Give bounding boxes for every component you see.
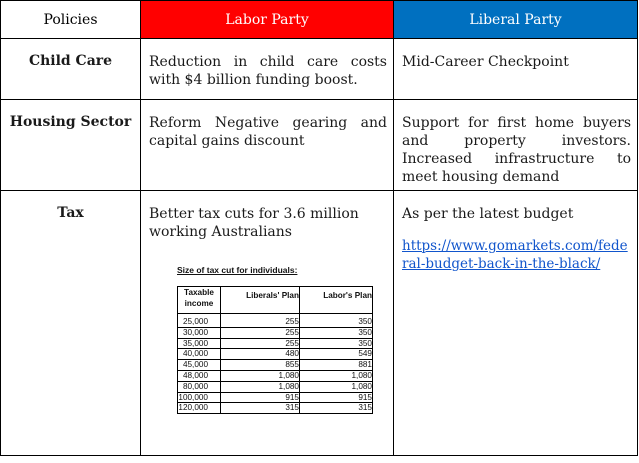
liberals-plan-value: 255 [221, 338, 300, 349]
liberal-tax-cell [394, 191, 638, 456]
liberals-plan-value: 255 [221, 327, 300, 338]
liberals-plan-value: 915 [221, 392, 300, 403]
liberal-policy-text: Support for first home buyers and property investors. Increased infrastructure to meet housing demand [394, 100, 638, 191]
tax-cut-row [178, 360, 373, 371]
taxable-income-value: 120,000 [178, 403, 221, 414]
labors-plan-value: 915 [300, 392, 373, 403]
col-liberals-plan: Liberals' Plan [221, 287, 300, 314]
tax-cut-row [178, 349, 373, 360]
liberals-plan-value: 1,080 [221, 370, 300, 381]
table-row [1, 39, 638, 100]
taxable-income-value: 30,000 [178, 327, 221, 338]
taxable-income-value: 40,000 [178, 349, 221, 360]
tax-cut-body [178, 314, 373, 414]
labor-policy-text: Reduction in child care costs with $4 billion funding boost. [141, 39, 394, 100]
taxable-income-value: 25,000 [178, 314, 221, 328]
taxable-income-value: 45,000 [178, 360, 221, 371]
labor-tax-cell [141, 191, 394, 456]
labors-plan-value: 549 [300, 349, 373, 360]
labors-plan-value: 350 [300, 327, 373, 338]
taxable-income-value: 80,000 [178, 381, 221, 392]
tax-cut-row [178, 403, 373, 414]
header-row [1, 1, 638, 39]
tax-cut-row [178, 314, 373, 328]
header-labor-party: Labor Party [141, 1, 394, 39]
tax-cut-row [178, 370, 373, 381]
labors-plan-value: 1,080 [300, 381, 373, 392]
table-row [1, 100, 638, 191]
taxable-income-value: 48,000 [178, 370, 221, 381]
policy-name: Child Care [1, 39, 141, 100]
tax-cut-row [178, 338, 373, 349]
budget-link[interactable]: https://www.gomarkets.com/federal-budget-back-in-the-black/ [402, 238, 628, 272]
labors-plan-value: 1,080 [300, 370, 373, 381]
tax-cut-header-row [178, 287, 373, 314]
taxable-income-value: 35,000 [178, 338, 221, 349]
table-row [1, 191, 638, 456]
liberals-plan-value: 855 [221, 360, 300, 371]
labors-plan-value: 350 [300, 314, 373, 328]
tax-cut-row [178, 327, 373, 338]
policy-name: Tax [1, 191, 141, 456]
liberals-plan-value: 480 [221, 349, 300, 360]
liberals-plan-value: 315 [221, 403, 300, 414]
labors-plan-value: 315 [300, 403, 373, 414]
tax-cut-row [178, 381, 373, 392]
taxable-income-value: 100,000 [178, 392, 221, 403]
labor-policy-text: Reform Negative gearing and capital gains discount [141, 100, 394, 191]
labors-plan-value: 350 [300, 338, 373, 349]
liberal-policy-text: Mid-Career Checkpoint [394, 39, 638, 100]
tax-cut-row [178, 392, 373, 403]
tax-cut-figure [177, 261, 373, 414]
col-taxable-income: Taxable income [178, 287, 221, 314]
tax-cut-table [177, 286, 373, 414]
labor-policy-text: Better tax cuts for 3.6 million working Australians [149, 206, 359, 240]
header-policies: Policies [1, 1, 141, 39]
liberals-plan-value: 1,080 [221, 381, 300, 392]
liberals-plan-value: 255 [221, 314, 300, 328]
policy-name: Housing Sector [1, 100, 141, 191]
col-labors-plan: Labor's Plan [300, 287, 373, 314]
liberal-policy-text: As per the latest budget [402, 206, 574, 222]
header-liberal-party: Liberal Party [394, 1, 638, 39]
labors-plan-value: 881 [300, 360, 373, 371]
tax-cut-title: Size of tax cut for individuals: [177, 265, 298, 275]
